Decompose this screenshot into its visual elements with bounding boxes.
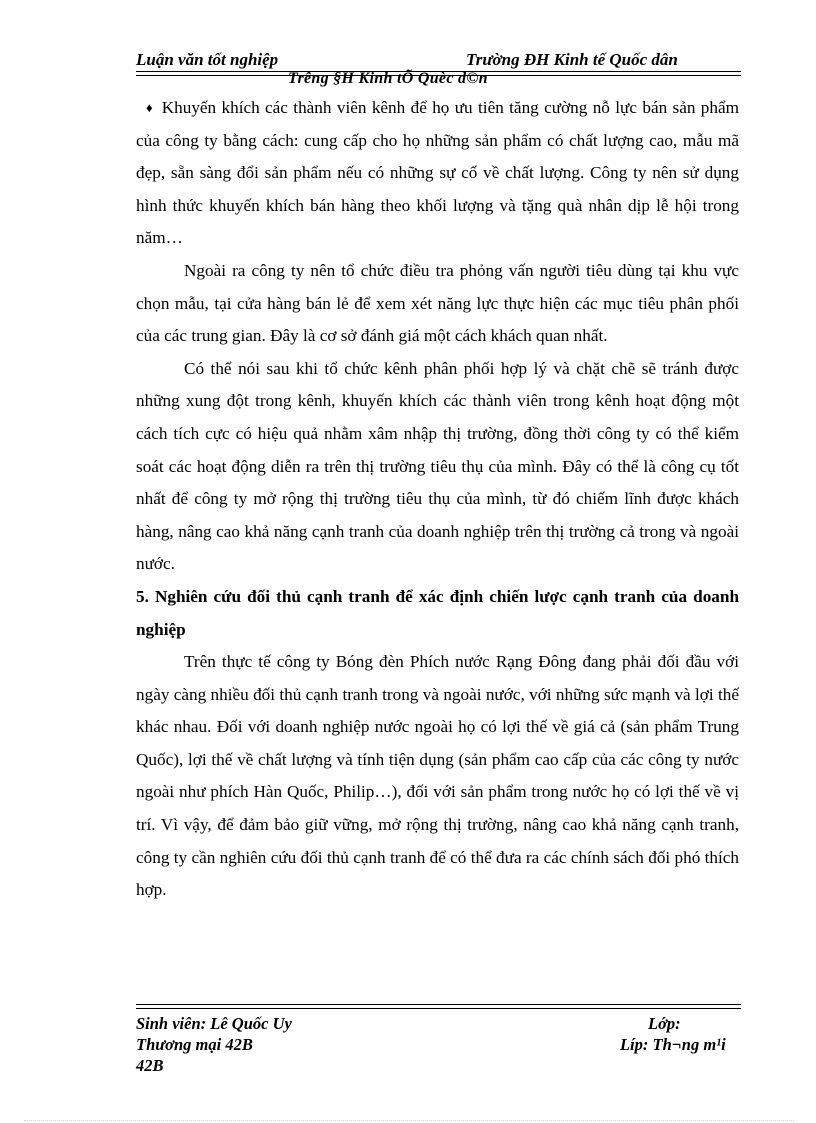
footer-class-line2: 42B: [136, 1056, 164, 1075]
footer-student-name: Sinh viên: Lê Quốc Uy: [136, 1014, 292, 1033]
footer-class-garbled: Líp: Th¬ng m¹i: [620, 1035, 726, 1054]
paragraph-1: Khuyến khích các thành viên kênh để họ ưu tiên tăng cường nỗ lực bán sản phẩm của công ty bằng cách: cung cấp cho họ những sản phẩm có chất lượng cao, mẫu mã đẹp, sẵn sàng đổi sản phẩm nếu có những sự cố về chất lượng. Công ty nên sử dụng hình thức khuyến khích bán hàng theo khối lượng và tặng quà nhân dịp lễ hội trong năm…: [136, 98, 739, 248]
footer-class-line1: Thương mại 42B: [136, 1035, 253, 1054]
header-left-title: Luận văn tốt nghiệp: [136, 50, 279, 69]
paragraph-3: Có thể nói sau khi tổ chức kênh phân phối hợp lý và chặt chẽ sẽ tránh được những xung đột trong kênh, khuyến khích các thành viên trong kênh hoạt động một cách tích cực có hiệu quả nhằm xâm nhập thị trường, đồng thời công ty có thể kiểm soát các hoạt động diễn ra trên thị trường tiêu thụ của mình. Đây có thể là công cụ tốt nhất để công ty mở rộng thị trường tiêu thụ của mình, từ đó chiếm lĩnh được khách hàng, nâng cao khả năng cạnh tranh của doanh nghiệp trên thị trường cả trong và ngoài nước.: [136, 358, 739, 574]
footer-rule: [136, 1004, 741, 1009]
footer-class-label: Lớp:: [648, 1014, 681, 1033]
page-bottom-dotted-line: [24, 1120, 794, 1121]
diamond-bullet-icon: ♦: [146, 100, 154, 115]
bullet-paragraph: [136, 92, 739, 255]
section-heading-5: 5. Nghiên cứu đối thủ cạnh tranh để xác định chiến lược cạnh tranh của doanh nghiệp: [136, 586, 739, 639]
header-garbled-text: Trêng §H Kinh tÕ Quèc d©n: [288, 70, 488, 87]
paragraph-2: Ngoài ra công ty nên tổ chức điều tra phỏng vấn người tiêu dùng tại khu vực chọn mẫu, tại cửa hàng bán lẻ để xem xét năng lực thực hiện các mục tiêu phân phối của các trung gian. Đây là cơ sở đánh giá một cách khách quan nhất.: [136, 260, 739, 346]
footer: [136, 1014, 756, 1077]
document-body: [136, 92, 739, 907]
paragraph-4: Trên thực tế công ty Bóng đèn Phích nước Rạng Đông đang phải đối đầu với ngày càng nhiều đối thủ cạnh tranh trong và ngoài nước, với những sức mạnh và lợi thế khác nhau. Đối với doanh nghiệp nước ngoài họ có lợi thế về giá cả (sản phẩm Trung Quốc), lợi thế về chất lượng và tính tiện dụng (sản phẩm cao cấp của các công ty nước ngoài như phích Hàn Quốc, Philip…), đối với sản phẩm trong nước họ có lợi thế về vị trí. Vì vậy, để đảm bảo giữ vững, mở rộng thị trường, nâng cao khả năng cạnh tranh, công ty cần nghiên cứu đối thủ cạnh tranh để có thể đưa ra các chính sách đối phó thích hợp.: [136, 652, 739, 900]
header-right-title: Trường ĐH Kinh tế Quốc dân: [466, 50, 678, 69]
